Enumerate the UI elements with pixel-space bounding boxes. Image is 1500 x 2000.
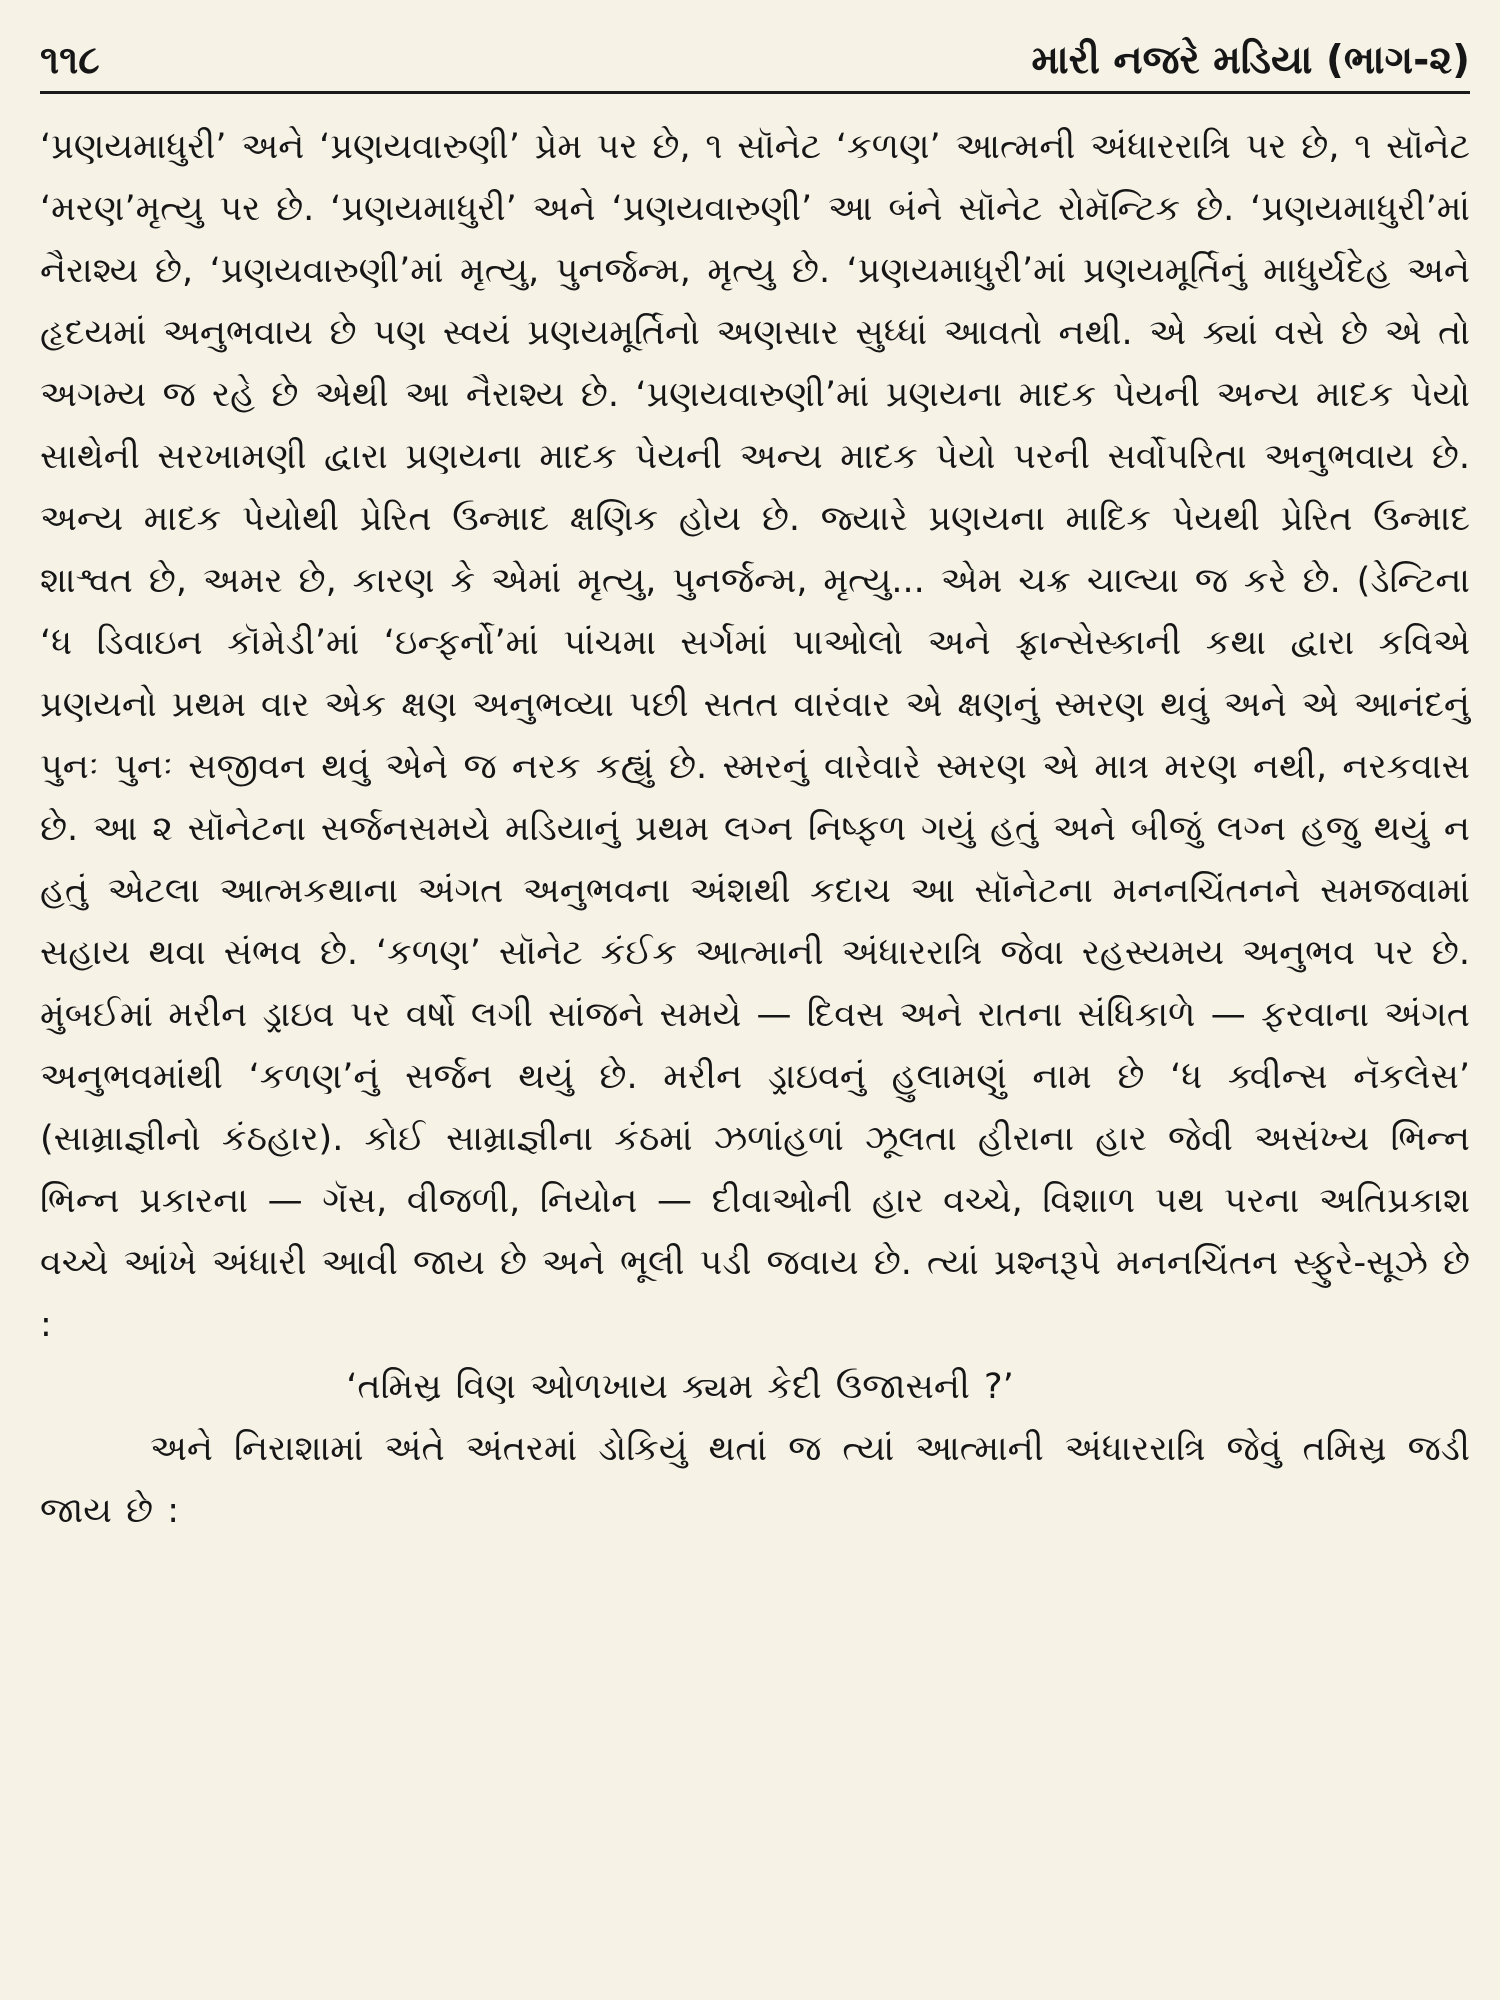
running-header: [40, 38, 1470, 94]
running-title: મારી નજરે મડિયા (ભાગ-૨): [1031, 38, 1470, 83]
page-body: [40, 116, 1470, 1542]
body-paragraph-1: ‘પ્રણયમાધુરી’ અને ‘પ્રણયવારુણી’ પ્રેમ પર છે, ૧ સૉનેટ ‘કળણ’ આત્મની અંધારરાત્રિ પર છે, ૧ સૉનેટ ‘મરણ’મૃત્યુ પર છે. ‘પ્રણયમાધુરી’ અને ‘પ્રણયવારુણી’ આ બંને સૉનેટ રોમૅન્ટિક છે. ‘પ્રણયમાધુરી’માં નૈરાશ્ય છે, ‘પ્રણયવારુણી’માં મૃત્યુ, પુનર્જન્મ, મૃત્યુ છે. ‘પ્રણયમાધુરી’માં પ્રણયમૂર્તિનું માધુર્યદેહ અને હૃદયમાં અનુભવાય છે પણ સ્વયં પ્રણયમૂર્તિનો અણસાર સુધ્ધાં આવતો નથી. એ ક્યાં વસે છે એ તો અગમ્ય જ રહે છે એથી આ નૈરાશ્ય છે. ‘પ્રણયવારુણી’માં પ્રણયના માદક પેયની અન્ય માદક પેયો સાથેની સરખામણી દ્વારા પ્રણયના માદક પેયની અન્ય માદક પેયો પરની સર્વોપરિતા અનુભવાય છે. અન્ય માદક પેયોથી પ્રેરિત ઉન્માદ ક્ષણિક હોય છે. જ્યારે પ્રણયના માદિક પેયથી પ્રેરિત ઉન્માદ શાશ્વત છે, અમર છે, કારણ કે એમાં મૃત્યુ, પુનર્જન્મ, મૃત્યુ... એમ ચક્ર ચાલ્યા જ કરે છે. (ડેન્ટિના ‘ધ ડિવાઇન કૉમેડી’માં ‘ઇન્ફર્નો’માં પાંચમા સર્ગમાં પાઓલો અને ફ્રાન્સેસ્કાની કથા દ્વારા કવિએ પ્રણયનો પ્રથમ વાર એક ક્ષણ અનુભવ્યા પછી સતત વારંવાર એ ક્ષણનું સ્મરણ થવું અને એ આનંદનું પુનઃ પુનઃ સજીવન થવું એને જ નરક કહ્યું છે. સ્મરનું વારેવારે સ્મરણ એ માત્ર મરણ નથી, નરકવાસ છે. આ ૨ સૉનેટના સર્જનસમયે મડિયાનું પ્રથમ લગ્ન નિષ્ફળ ગયું હતું અને બીજું લગ્ન હજુ થયું ન હતું એટલા આત્મકથાના અંગત અનુભવના અંશથી કદાચ આ સૉનેટના મનનચિંતનને સમજવામાં સહાય થવા સંભવ છે. ‘કળણ’ સૉનેટ કંઈક આત્માની અંધારરાત્રિ જેવા રહસ્યમય અનુભવ પર છે. મુંબઈમાં મરીન ડ્રાઇવ પર વર્ષો લગી સાંજને સમયે — દિવસ અને રાતના સંધિકાળે — ફરવાના અંગત અનુભવમાંથી ‘કળણ’નું સર્જન થયું છે. મરીન ડ્રાઇવનું હુલામણું નામ છે ‘ધ ક્વીન્સ નૅકલેસ’ (સામ્રાજ્ઞીનો કંઠહાર). કોઈ સામ્રાજ્ઞીના કંઠમાં ઝળાંહળાં ઝૂલતા હીરાના હાર જેવી અસંખ્ય ભિન્ન ભિન્ન પ્રકારના — ગૅસ, વીજળી, નિયોન — દીવાઓની હાર વચ્ચે, વિશાળ પથ પરના અતિપ્રકાશ વચ્ચે આંખે અંધારી આવી જાય છે અને ભૂલી પડી જવાય છે. ત્યાં પ્રશ્નરૂપે મનનચિંતન સ્ફુરે-સૂઝે છે :: [40, 127, 1470, 1345]
body-paragraph-2: અને નિરાશામાં અંતે અંતરમાં ડોકિયું થતાં જ ત્યાં આત્માની અંધારરાત્રિ જેવું તમિસ્ર જડી જાય છે :: [40, 1429, 1470, 1531]
quoted-verse-line: ‘તમિસ્ર વિણ ઓળખાય ક્યમ કેદી ઉજાસની ?’: [346, 1367, 1014, 1407]
page-number: ૧૧૮: [40, 38, 100, 83]
